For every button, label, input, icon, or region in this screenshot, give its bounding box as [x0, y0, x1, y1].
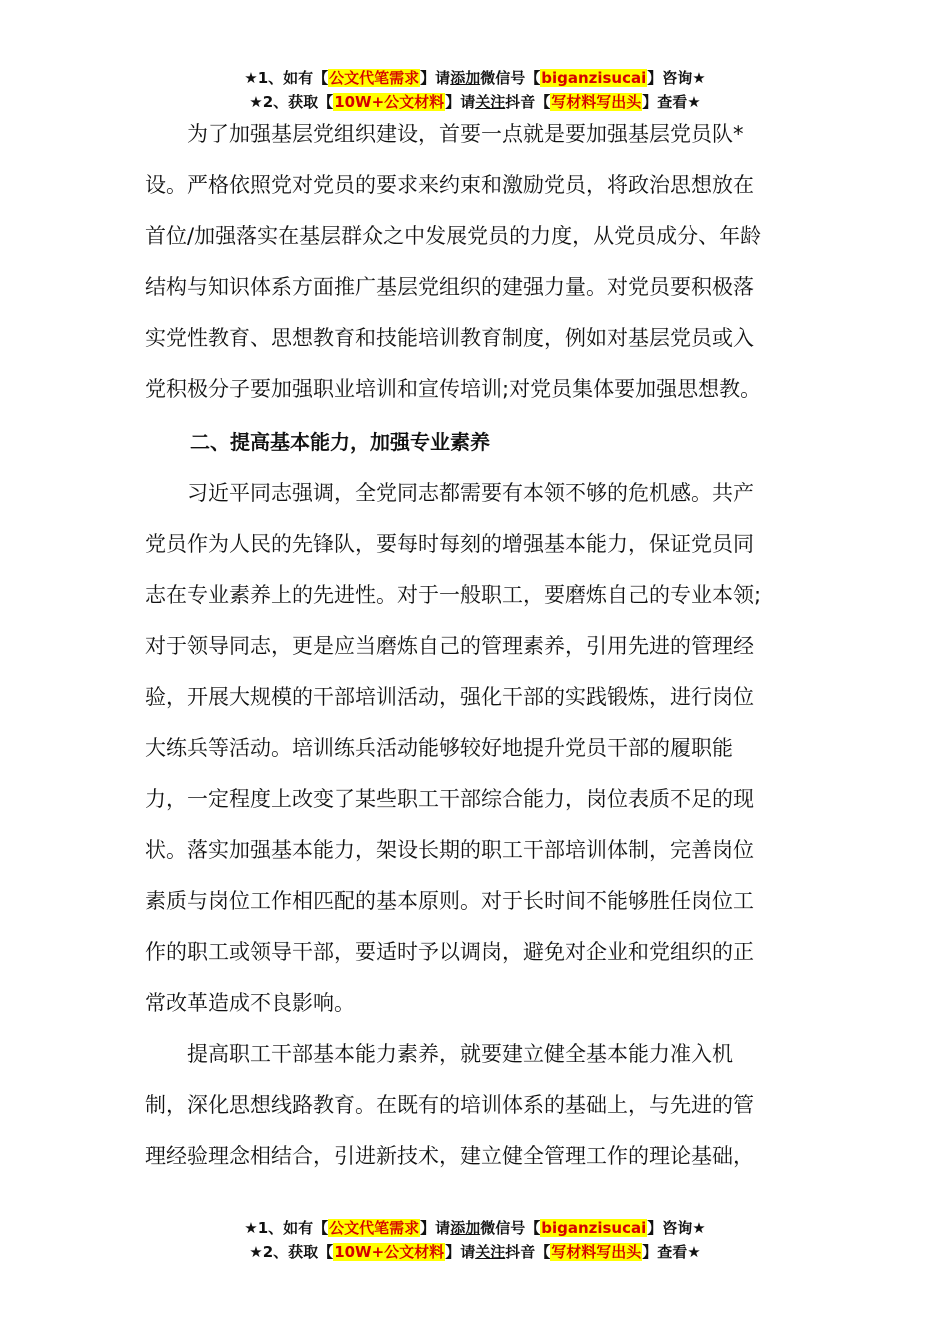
banner-line-1: [0, 66, 950, 90]
text-line: 党积极分子要加强职业培训和宣传培训;对党员集体要加强思想教。: [145, 377, 762, 401]
text-line: 制，深化思想线路教育。在既有的培训体系的基础上，与先进的管: [145, 1093, 754, 1117]
text-line: 素质与岗位工作相匹配的基本原则。对于长时间不能够胜任岗位工: [145, 889, 754, 913]
highlight-materials: 10W+公文材料: [334, 1243, 445, 1261]
highlight-douyin: 写材料写出头: [551, 1243, 642, 1261]
banner-text: 】咨询★: [647, 1219, 706, 1237]
text-line: 志在专业素养上的先进性。对于一般职工，要磨炼自己的专业本领;: [145, 583, 762, 607]
text-line: 习近平同志强调，全党同志都需要有本领不够的危机感。共产: [145, 481, 754, 505]
banner-text: ★2、获取【: [249, 1243, 334, 1261]
highlight-service: 公文代笔需求: [329, 69, 420, 87]
highlight-douyin: 写材料写出头: [551, 93, 642, 111]
text-line: 对于领导同志，更是应当磨炼自己的管理素养，引用先进的管理经: [145, 634, 754, 658]
banner-line-1: [0, 1216, 950, 1240]
banner-text: ★2、获取【: [249, 93, 334, 111]
banner-underline: 关注: [475, 93, 506, 111]
text-line: 力，一定程度上改变了某些职工干部综合能力，岗位表质不足的现: [145, 787, 754, 811]
text-line: 设。严格依照党对党员的要求来约束和激励党员，将政治思想放在: [145, 173, 754, 197]
banner-text: 抖音【: [505, 1243, 551, 1261]
text-line: 常改革造成不良影响。: [145, 991, 355, 1015]
highlight-wechat-id: biganzisucai: [541, 69, 647, 87]
highlight-materials: 10W+公文材料: [334, 93, 445, 111]
banner-text: ★1、如有【: [244, 69, 329, 87]
highlight-wechat-id: biganzisucai: [541, 1219, 647, 1237]
banner-text: 】请: [420, 69, 451, 87]
banner-line-2: [0, 90, 950, 114]
highlight-service: 公文代笔需求: [329, 1219, 420, 1237]
banner-text: 微信号【: [480, 1219, 541, 1237]
banner-text: 】请: [420, 1219, 451, 1237]
banner-text: 】查看★: [642, 1243, 701, 1261]
text-line: 实党性教育、思想教育和技能培训教育制度，例如对基层党员或入: [145, 326, 754, 350]
text-line: 首位/加强落实在基层群众之中发展党员的力度，从党员成分、年龄: [145, 224, 762, 248]
text-line: 理经验理念相结合，引进新技术，建立健全管理工作的理论基础，: [145, 1144, 754, 1168]
text-line: 党员作为人民的先锋队，要每时每刻的增强基本能力，保证党员同: [145, 532, 754, 556]
text-line: 大练兵等活动。培训练兵活动能够较好地提升党员干部的履职能: [145, 736, 733, 760]
banner-text: 】请: [445, 1243, 476, 1261]
footer-banner: [0, 1216, 950, 1264]
section-heading: 二、提高基本能力，加强专业素养: [190, 430, 490, 454]
text-line: 作的职工或领导干部，要适时予以调岗，避免对企业和党组织的正: [145, 940, 754, 964]
text-line: 提高职工干部基本能力素养，就要建立健全基本能力准入机: [145, 1042, 733, 1066]
text-line: 结构与知识体系方面推广基层党组织的建强力量。对党员要积极落: [145, 275, 754, 299]
banner-line-2: [0, 1240, 950, 1264]
banner-underline: 添加: [450, 69, 481, 87]
banner-text: 抖音【: [505, 93, 551, 111]
header-banner: [0, 66, 950, 114]
text-line: 状。落实加强基本能力，架设长期的职工干部培训体制，完善岗位: [145, 838, 754, 862]
banner-text: 】请: [445, 93, 476, 111]
text-line: 验，开展大规模的干部培训活动，强化干部的实践锻炼，进行岗位: [145, 685, 754, 709]
banner-underline: 添加: [450, 1219, 481, 1237]
banner-underline: 关注: [475, 1243, 506, 1261]
banner-text: 】咨询★: [647, 69, 706, 87]
text-line: 为了加强基层党组织建设，首要一点就是要加强基层党员队*: [145, 122, 744, 146]
banner-text: 】查看★: [642, 93, 701, 111]
banner-text: ★1、如有【: [244, 1219, 329, 1237]
banner-text: 微信号【: [480, 69, 541, 87]
